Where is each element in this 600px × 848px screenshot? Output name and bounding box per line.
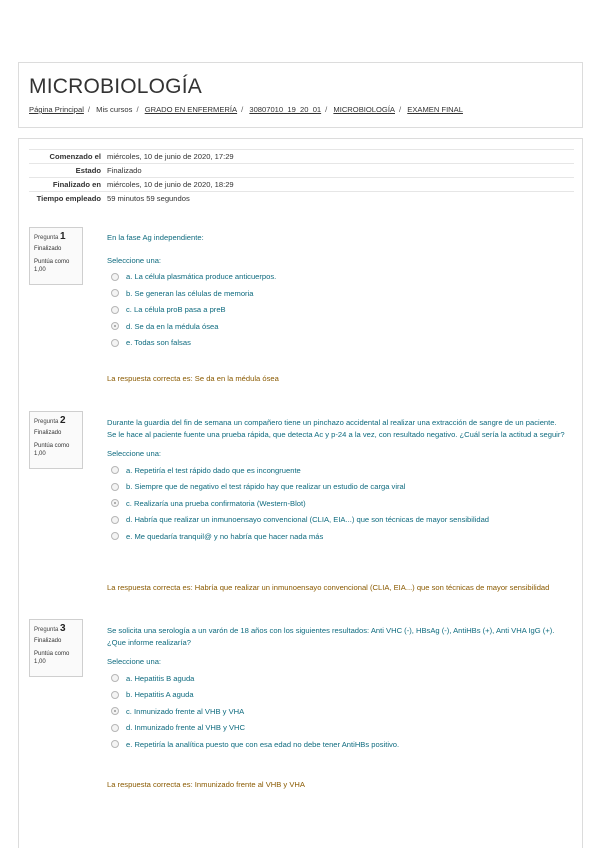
breadcrumb-course[interactable]: MICROBIOLOGÍA [333,105,395,114]
answer-option[interactable]: a. Repetiría el test rápido dado que es incongruente [107,462,567,479]
answer-option[interactable]: d. Inmunizado frente al VHB y VHC [107,720,567,737]
page-title: MICROBIOLOGÍA [29,75,202,98]
question-number: Pregunta 3 [34,623,66,634]
answer-options [107,462,567,545]
answer-option[interactable]: b. Hepatitis A aguda [107,687,567,704]
correct-answer-feedback: La respuesta correcta es: Habría que realizar un inmunoensayo convencional (CLIA, EIA...) que son técnicas de mayor sensibilidad [107,583,550,592]
question-info [29,411,83,469]
question-text: Se solicita una serología a un varón de 18 años con los siguientes resultados: Anti VHC (-), HBsAg (-), AntiHBs (+), Anti VHA IgG (+). ¿Que informe realizaría? [107,626,555,647]
answer-prompt: Seleccione una: [107,255,162,265]
summary-label: Estado [75,166,101,175]
answer-options [107,269,567,352]
answer-options [107,670,567,753]
radio-button[interactable] [111,306,119,314]
question-content [107,232,567,351]
answer-option[interactable]: e. Repetiría la analítica puesto que con esa edad no debe tener AntiHBs positivo. [107,736,567,753]
radio-button[interactable] [111,483,119,491]
question-text: Durante la guardia del fin de semana un compañero tiene un pinchazo accidental al realizar una extracción de sangre de un paciente. Se le hace al paciente fuente una prueba rápida, que detecta Ac y p-24 a la vez, con resultado negativo. ¿Cuál sería la actitud a seguir? [107,418,565,439]
breadcrumb-my-courses[interactable]: Mis cursos [96,105,133,114]
summary-value: 59 minutos 59 segundos [107,194,190,203]
answer-prompt: Seleccione una: [107,657,162,666]
radio-button[interactable] [111,724,119,732]
summary-row [29,149,574,163]
radio-button[interactable] [111,691,119,699]
answer-option[interactable]: e. Me quedaría tranquil@ y no habría que hacer nada más [107,528,567,545]
radio-button-selected[interactable] [111,499,119,507]
radio-button[interactable] [111,466,119,474]
breadcrumb-course-code[interactable]: 30807010_19_20_01 [249,105,322,114]
question-state: Finalizado [34,430,62,436]
answer-option[interactable]: b. Siempre que de negativo el test rápido hay que realizar un estudio de carga viral [107,479,567,496]
summary-value: Finalizado [107,166,142,175]
question-grade: Puntúa como 1,00 [34,443,70,457]
question-number: Pregunta 2 [34,415,66,426]
breadcrumb-exam[interactable]: EXAMEN FINAL [407,105,463,114]
question-grade: Puntúa como 1,00 [34,259,70,273]
answer-option[interactable]: c. Inmunizado frente al VHB y VHA [107,703,567,720]
answer-option[interactable]: b. Se generan las células de memoria [107,285,567,302]
answer-prompt: Seleccione una: [107,449,162,458]
question-grade: Puntúa como 1,00 [34,651,70,665]
correct-answer-feedback: La respuesta correcta es: Se da en la médula ósea [107,374,279,383]
question-content [107,417,567,545]
summary-row [29,177,574,191]
radio-button[interactable] [111,273,119,281]
answer-option[interactable]: d. Habría que realizar un inmunoensayo convencional (CLIA, EIA...) que son técnicas de mayor sensibilidad [107,512,567,529]
question-text: En la fase Ag independiente: [107,233,204,242]
question-state: Finalizado [34,246,62,252]
correct-answer-feedback: La respuesta correcta es: Inmunizado frente al VHB y VHA [107,780,305,789]
radio-button[interactable] [111,740,119,748]
page-header [18,62,583,128]
answer-option[interactable]: d. Se da en la médula ósea [107,318,567,335]
breadcrumb-home[interactable]: Página Principal [29,105,84,114]
radio-button-selected[interactable] [111,707,119,715]
answer-option[interactable]: a. Hepatitis B aguda [107,670,567,687]
radio-button[interactable] [111,339,119,347]
summary-row [29,191,574,205]
summary-label: Comenzado el [49,152,101,161]
radio-button-selected[interactable] [111,322,119,330]
question-info [29,619,83,677]
question-state: Finalizado [34,638,62,644]
answer-option[interactable]: c. La célula proB pasa a preB [107,302,567,319]
quiz-review [18,138,583,848]
summary-value: miércoles, 10 de junio de 2020, 17:29 [107,152,234,161]
summary-row [29,163,574,177]
question-info [29,227,83,285]
radio-button[interactable] [111,516,119,524]
attempt-summary [29,149,574,205]
answer-option[interactable]: e. Todas son falsas [107,335,567,352]
summary-label: Finalizado en [52,180,101,189]
breadcrumb: Página Principal / Mis cursos / GRADO EN ENFERMERÍA / 30807010_19_20_01 / MICROBIOLOGÍA / EXAMEN FINAL [29,105,463,114]
answer-option[interactable]: c. Realizaría una prueba confirmatoria (Western-Blot) [107,495,567,512]
radio-button[interactable] [111,289,119,297]
radio-button[interactable] [111,532,119,540]
question-number: Pregunta 1 [34,231,66,242]
summary-label: Tiempo empleado [36,194,101,203]
answer-option[interactable]: a. La célula plasmática produce anticuerpos. [107,269,567,286]
summary-value: miércoles, 10 de junio de 2020, 18:29 [107,180,234,189]
breadcrumb-degree[interactable]: GRADO EN ENFERMERÍA [144,105,238,114]
radio-button[interactable] [111,674,119,682]
question-content [107,625,567,753]
